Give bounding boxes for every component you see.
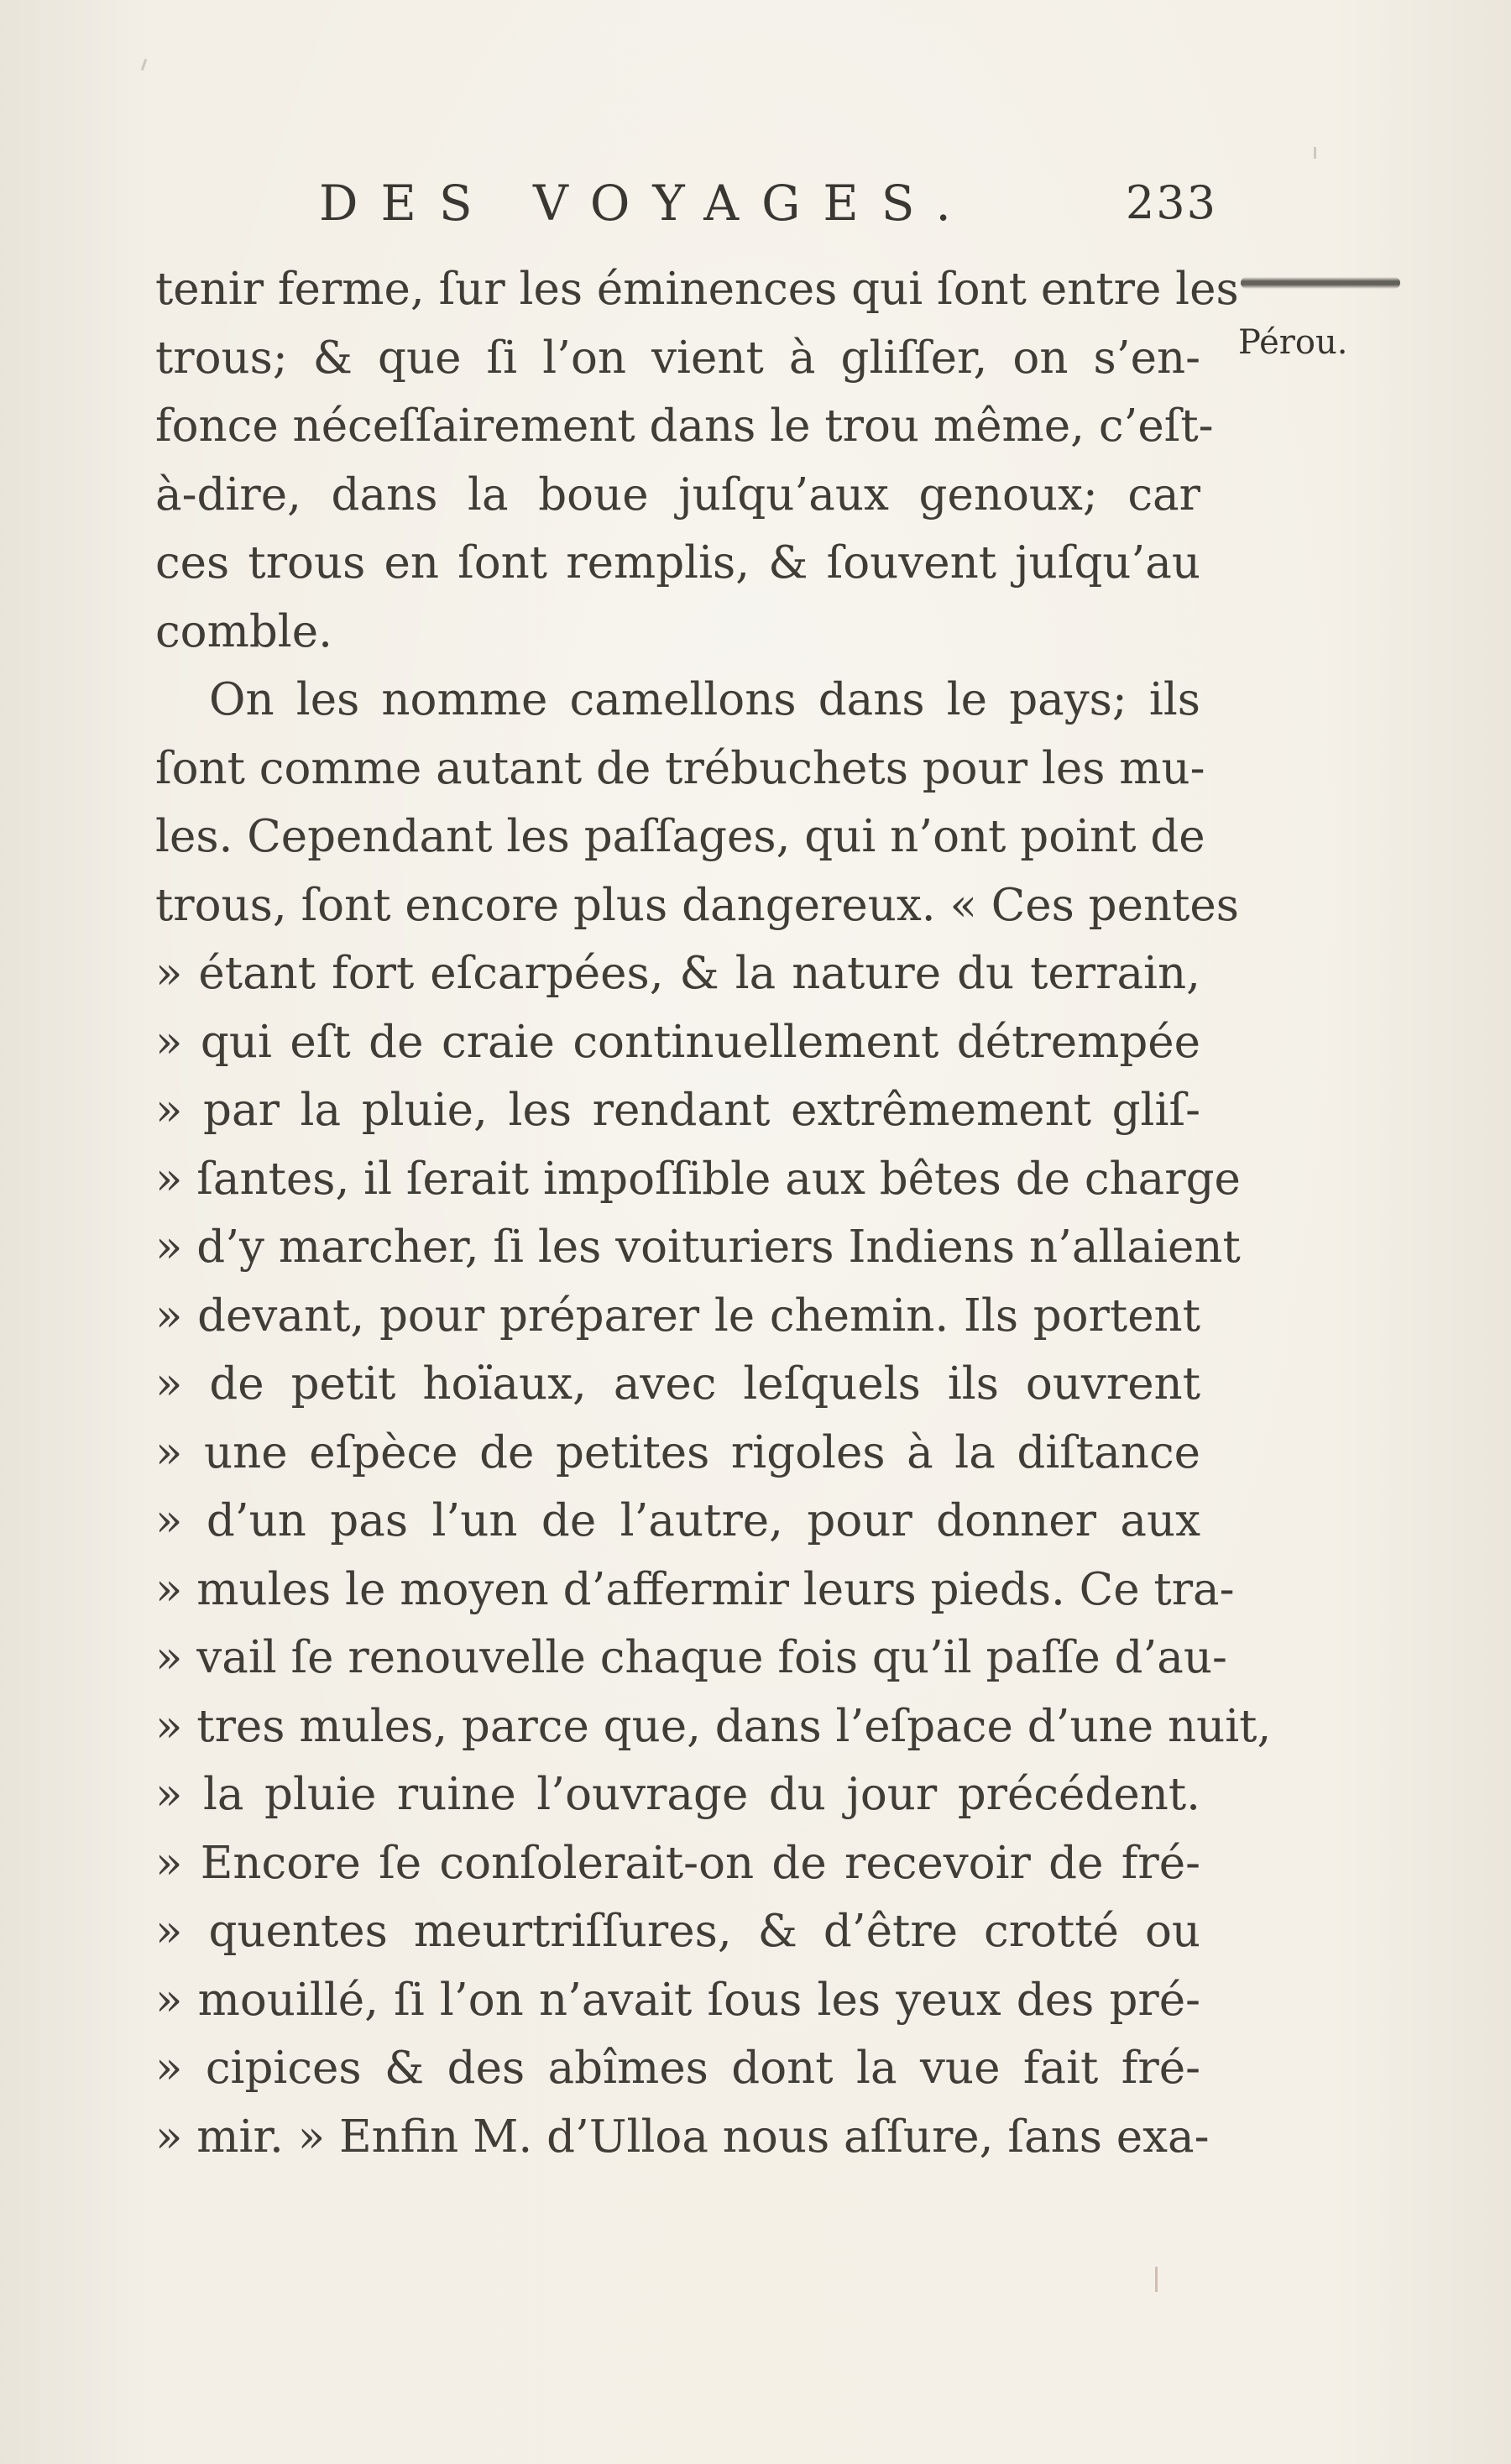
text-line: trous, ſont encore plus dangereux. « Ces pentes — [155, 879, 1239, 931]
text-line: » d’un pas l’un de l’autre, pour donner aux — [155, 1495, 1200, 1546]
text-line: » quentes meurtriſſures, & d’être crotté ou — [155, 1906, 1200, 1957]
paper-speck — [1314, 147, 1316, 159]
text-line: tenir ferme, ſur les éminences qui ſont entre les — [155, 264, 1239, 315]
margin-note: Pérou. — [1238, 323, 1348, 362]
running-head: DES VOYAGES. — [319, 175, 974, 232]
paper-speck — [141, 59, 148, 71]
text-line: » d’y marcher, ſi les voituriers Indiens n’allaient — [155, 1222, 1241, 1273]
text-line: » de petit hoïaux, avec leſquels ils ouvrent — [155, 1358, 1200, 1410]
page-header — [319, 175, 1217, 242]
text-line: » mir. » Enfin M. d’Ulloa nous aſſure, ſans exa- — [155, 2111, 1210, 2163]
body-text — [155, 255, 1272, 2171]
text-line: » mouillé, ſi l’on n’avait ſous les yeux des pré- — [155, 1974, 1200, 2026]
text-line: » vail ſe renouvelle chaque fois qu’il paſſe d’au- — [155, 1632, 1227, 1683]
text-line: » Encore ſe conſolerait-on de recevoir de fré- — [155, 1837, 1200, 1889]
text-line: fonce néceſſairement dans le trou même, c’eſt- — [155, 400, 1214, 452]
text-line: » tres mules, parce que, dans l’eſpace d’une nuit, — [155, 1700, 1272, 1752]
text-line: On les nomme camellons dans le pays; ils — [209, 674, 1200, 725]
text-line: ſont comme autant de trébuchets pour les mu- — [155, 742, 1205, 794]
page-number: 233 — [1125, 176, 1217, 229]
text-line: » mules le moyen d’affermir leurs pieds. Ce tra- — [155, 1563, 1235, 1615]
text-line: » qui eſt de craie continuellement détrempée — [155, 1016, 1200, 1068]
text-line: les. Cependant les paſſages, qui n’ont point de — [155, 811, 1205, 862]
text-line: » devant, pour préparer le chemin. Ils portent — [155, 1290, 1200, 1342]
text-line: à-dire, dans la boue juſqu’aux genoux; car — [155, 468, 1200, 521]
text-line: » étant fort eſcarpées, & la nature du terrain, — [155, 948, 1200, 999]
text-line: » la pluie ruine l’ouvrage du jour précédent. — [155, 1769, 1200, 1820]
margin-rule — [1241, 277, 1400, 289]
text-line: trous; & que ſi l’on vient à gliſſer, on s’en- — [155, 332, 1200, 384]
text-line: comble. — [155, 605, 332, 657]
text-line: ces trous en ſont remplis, & ſouvent juſqu’au — [155, 537, 1200, 589]
text-line: » une eſpèce de petites rigoles à la diſtance — [155, 1426, 1200, 1478]
text-line: » par la pluie, les rendant extrêmement gliſ- — [155, 1085, 1200, 1136]
text-line: » cipices & des abîmes dont la vue fait fré- — [155, 2043, 1200, 2094]
text-line: » ſantes, il ſerait impoſſible aux bêtes de charge — [155, 1153, 1241, 1205]
ink-mark — [1155, 2267, 1158, 2292]
